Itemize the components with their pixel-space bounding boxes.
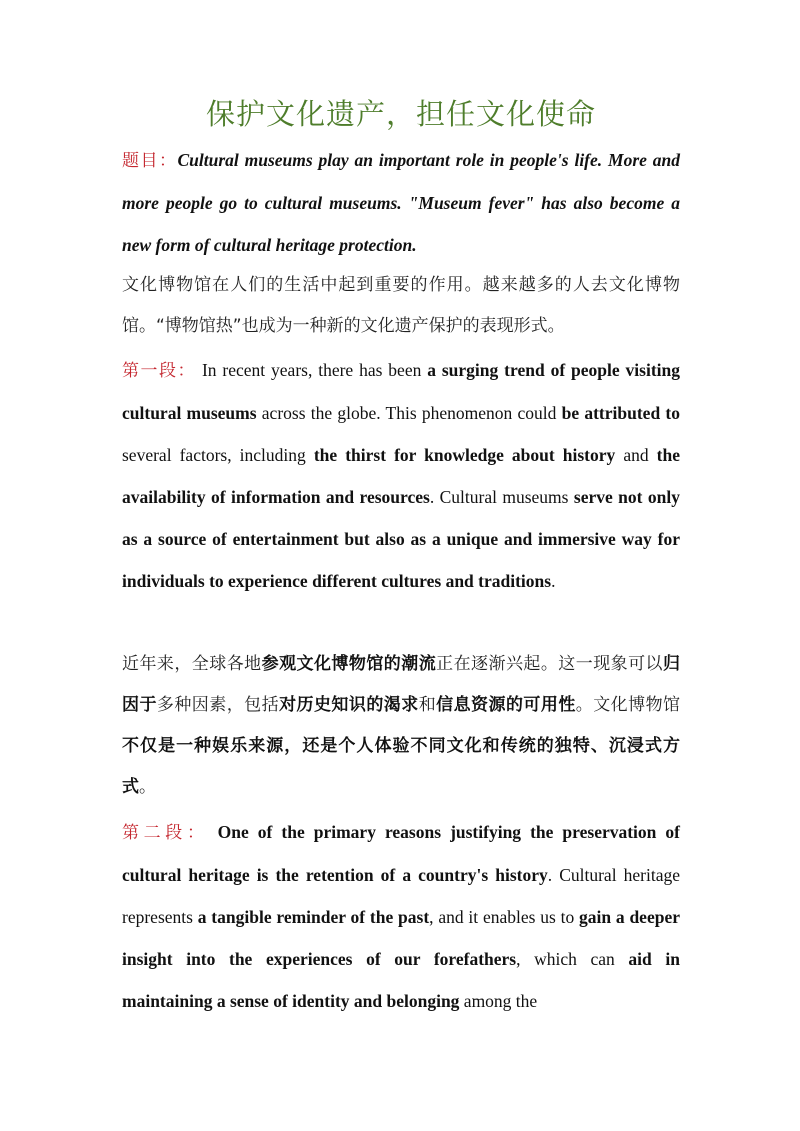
paragraph-1-run: and — [615, 445, 657, 465]
paragraph-1-run: a surging trend of people visiting cultural museums — [122, 360, 680, 423]
paragraph-1-run: serve not only as a source of entertainment but also as a unique and immersive way for individuals to experience different cultures and traditions — [122, 487, 680, 591]
paragraph-1-translation-run: 参观文化博物馆的潮流 — [261, 654, 437, 674]
paragraph-2-label: 第二段： — [122, 823, 209, 843]
paragraph-1-translation-run: 和 — [418, 695, 437, 715]
topic-translation: 文化博物馆在人们的生活中起到重要的作用。越来越多的人去文化博物馆。“博物馆热”也成为一种新的文化遗产保护的表现形式。 — [122, 275, 680, 336]
paragraph-1-translation-text — [122, 654, 680, 797]
paragraph-1-text — [122, 360, 680, 591]
paragraph-2-run: , and it enables us to — [429, 907, 579, 927]
paragraph-2 — [122, 811, 680, 1022]
paragraph-2-run: aid in maintaining a sense of identity and belonging — [122, 949, 680, 1011]
paragraph-1-translation-run: 归因于 — [122, 654, 681, 715]
paragraph-1-run: the thirst for knowledge about history — [313, 445, 616, 465]
paragraph-1-run: . — [551, 571, 556, 591]
paragraph-1-translation-run: 。 — [139, 777, 156, 797]
paragraph-2-run: , which can — [516, 949, 629, 969]
paragraph-1-translation-run: 多种因素，包括 — [156, 695, 280, 715]
paragraph-2-run: gain a deeper insight into the experiences of our forefathers — [122, 907, 680, 969]
paragraph-1-translation — [122, 644, 680, 808]
paragraph-2-run: One of the primary reasons justifying the preservation of cultural heritage is the retention of a country's history — [122, 822, 680, 885]
topic-paragraph — [122, 139, 680, 266]
paragraph-1-translation-run: 不仅是一种娱乐来源，还是个人体验不同文化和传统的独特、沉浸式方式 — [122, 736, 680, 797]
paragraph-2-run: among the — [459, 991, 538, 1011]
paragraph-1-label: 第一段： — [122, 361, 197, 381]
paragraph-1-run: across the globe. This phenomenon could — [256, 403, 562, 423]
paragraph-1-run: . Cultural museums — [429, 487, 574, 507]
paragraph-1 — [122, 349, 680, 602]
paragraph-1-translation-run: 正在逐渐兴起。这一现象可以 — [436, 654, 664, 674]
paragraph-1-translation-run: 。文化博物馆 — [575, 695, 681, 715]
paragraph-2-run: a tangible reminder of the past — [197, 907, 430, 927]
paragraph-1-run: be attributed to — [561, 403, 680, 423]
paragraph-2-run: . Cultural heritage represents — [122, 865, 680, 927]
topic-text: Cultural museums play an important role in people's life. More and more people go to cultural museums. "Museum fever" has also become a new form of cultural heritage protection. — [122, 150, 680, 255]
paragraph-2-text — [122, 822, 680, 1011]
document-title: 保护文化遗产，担任文化使命 — [205, 97, 596, 131]
paragraph-1-translation-run: 对历史知识的渴求 — [279, 695, 419, 715]
topic-label: 题目： — [122, 151, 178, 171]
paragraph-1-run: several factors, including — [122, 445, 314, 465]
paragraph-1-run: the availability of information and resources — [122, 445, 680, 507]
paragraph-1-run: In recent years, there has been — [196, 360, 428, 380]
paragraph-1-translation-run: 近年来，全球各地 — [122, 654, 262, 674]
paragraph-1-translation-run: 信息资源的可用性 — [436, 695, 576, 715]
